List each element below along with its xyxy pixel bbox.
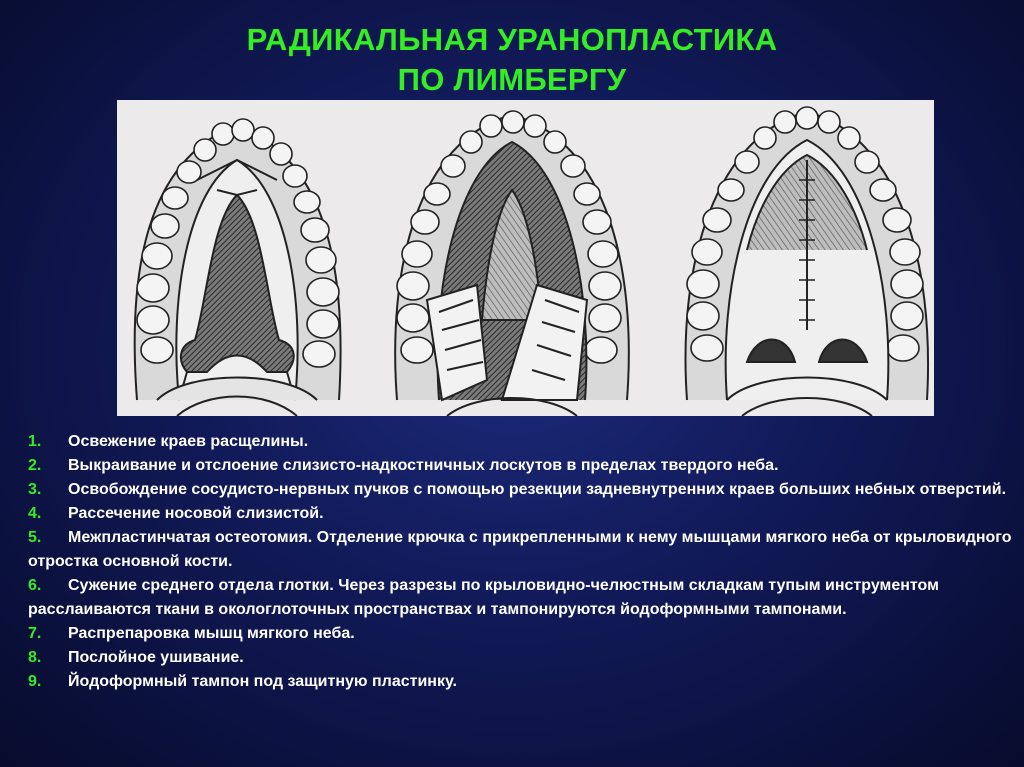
step-number: 6. [28, 577, 42, 594]
step-number: 1. [28, 433, 42, 450]
step-text: Рассечение носовой слизистой. [68, 505, 324, 522]
step-item [28, 670, 1013, 694]
palate-surgery-illustration [117, 100, 934, 416]
step-item [28, 454, 1013, 478]
step-item [28, 574, 1013, 622]
procedure-steps-list [28, 430, 1013, 694]
step-number: 4. [28, 505, 42, 522]
step-item [28, 478, 1013, 502]
slide-title-line-2: ПО ЛИМБЕРГУ [397, 62, 627, 97]
step-number: 2. [28, 457, 42, 474]
step-item [28, 646, 1013, 670]
step-text: Освобождение сосудисто-нервных пучков с помощью резекции задневнутренних краев больших небных отверстий. [68, 481, 1007, 498]
step-item [28, 430, 1013, 454]
step-text: Выкраивание и отслоение слизисто-надкостничных лоскутов в пределах твердого неба. [68, 457, 779, 474]
step-number: 9. [28, 673, 42, 690]
step-item [28, 622, 1013, 646]
step-text: Йодоформный тампон под защитную пластинку. [68, 673, 457, 690]
palate-stage-2-drawing [395, 111, 629, 416]
step-item [28, 526, 1013, 574]
step-number: 3. [28, 481, 42, 498]
step-text: Распрепаровка мышц мягкого неба. [68, 625, 355, 642]
step-text: Освежение краев расщелины. [68, 433, 309, 450]
step-text: Сужение среднего отдела глотки. Через разрезы по крыловидно-челюстным складкам тупым инструментом расслаиваются ткани в окологлоточных пространствах и тампонируются йодоформными тампонами. [28, 577, 939, 618]
palate-stage-1-drawing [135, 119, 341, 416]
step-text: Послойное ушивание. [68, 649, 244, 666]
step-number: 7. [28, 625, 42, 642]
slide-title-line-1: РАДИКАЛЬНАЯ УРАНОПЛАСТИКА [246, 22, 778, 57]
step-item [28, 502, 1013, 526]
step-text: Межпластинчатая остеотомия. Отделение крючка с прикрепленными к нему мышцами мягкого неба от крыловидного отростка основной кости. [28, 529, 1012, 570]
step-number: 5. [28, 529, 42, 546]
step-number: 8. [28, 649, 42, 666]
palate-stage-3-drawing [686, 107, 929, 416]
